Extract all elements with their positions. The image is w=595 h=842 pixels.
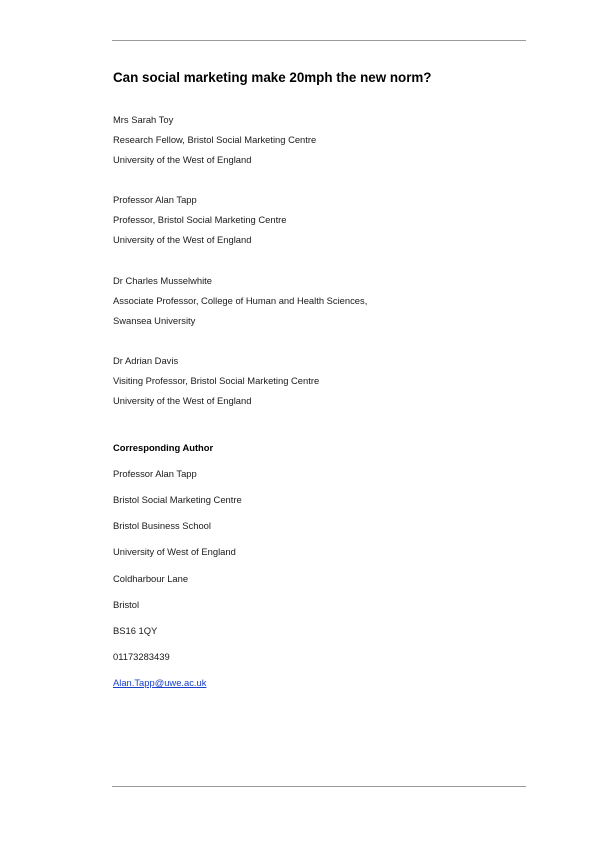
corresponding-author-heading: Corresponding Author xyxy=(113,442,214,453)
author-name: Dr Adrian Davis xyxy=(113,355,179,366)
author-name: Dr Charles Musselwhite xyxy=(113,275,212,286)
author-position: Associate Professor, College of Human and Health Sciences, xyxy=(113,295,368,306)
author-institution: University of the West of England xyxy=(113,154,252,165)
author-position: Visiting Professor, Bristol Social Marketing Centre xyxy=(113,375,320,386)
corresponding-author-name: Professor Alan Tapp xyxy=(113,468,197,479)
postcode: BS16 1QY xyxy=(113,625,158,636)
author-name: Mrs Sarah Toy xyxy=(113,114,174,125)
address-line: Bristol Business School xyxy=(113,520,211,531)
footer-rule xyxy=(112,786,526,787)
address-line: University of West of England xyxy=(113,546,236,557)
author-name: Professor Alan Tapp xyxy=(113,194,197,205)
author-institution: Swansea University xyxy=(113,315,196,326)
address-line: Bristol xyxy=(113,599,140,610)
author-institution: University of the West of England xyxy=(113,395,252,406)
paper-title: Can social marketing make 20mph the new norm? xyxy=(113,70,432,85)
address-line: Bristol Social Marketing Centre xyxy=(113,494,242,505)
address-line: Coldharbour Lane xyxy=(113,573,189,584)
author-position: Professor, Bristol Social Marketing Centre xyxy=(113,214,287,225)
author-position: Research Fellow, Bristol Social Marketing Centre xyxy=(113,134,317,145)
header-rule xyxy=(112,40,526,41)
phone-number: 01173283439 xyxy=(113,651,170,662)
author-institution: University of the West of England xyxy=(113,234,252,245)
email-link[interactable]: Alan.Tapp@uwe.ac.uk xyxy=(113,677,207,688)
